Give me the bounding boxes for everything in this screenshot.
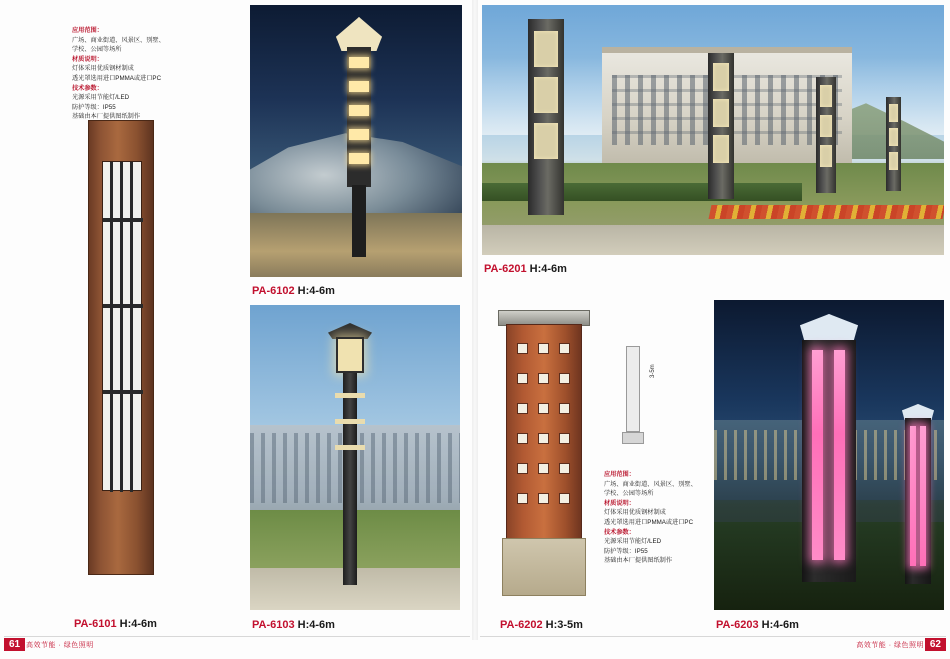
light-window (517, 463, 528, 474)
lit-panel (713, 135, 730, 163)
light-window (559, 373, 570, 384)
lamp-cap (800, 314, 858, 342)
lamp-lantern (336, 337, 364, 373)
light-window (559, 493, 570, 504)
lit-panel (349, 105, 369, 116)
led-strip (920, 426, 926, 566)
caption-pa-6101 (74, 618, 157, 630)
lamp-column-secondary (708, 53, 734, 199)
lamp-head (336, 17, 382, 51)
led-strip (910, 426, 916, 566)
caption-pa-6103 (252, 619, 335, 631)
column-shaft (506, 324, 582, 539)
light-window (517, 373, 528, 384)
spec-line: 学校、公园等场所 (604, 490, 654, 498)
spec-line: 透光罩选用进口PMMA或进口PC (72, 75, 162, 83)
lit-panel (349, 153, 369, 164)
panel-bar (103, 390, 143, 394)
light-window (517, 343, 528, 354)
photo-pa-6103 (250, 305, 460, 610)
spec-line: 广场、商业街道、风景区、别墅、 (72, 36, 165, 44)
light-window (538, 373, 549, 384)
product-height: H:4-6m (761, 619, 799, 631)
lamp-column-tertiary (816, 77, 836, 193)
lit-panel (820, 115, 833, 137)
photo-pa-6201 (482, 5, 944, 255)
page-gutter (472, 0, 478, 640)
light-window (538, 493, 549, 504)
lit-panel (889, 104, 899, 122)
product-height: H:4-6m (529, 263, 567, 275)
caption-pa-6102 (252, 285, 335, 297)
lit-panel (713, 63, 730, 91)
light-window (559, 343, 570, 354)
lamp-pole (343, 373, 357, 585)
drawing-base (622, 432, 644, 444)
caption-pa-6202 (500, 619, 583, 631)
panel-bar (130, 162, 133, 492)
flower-bed (709, 205, 944, 219)
lamp-body (802, 340, 856, 582)
dimension-drawing-pa-6202 (620, 340, 646, 450)
lit-panel (820, 85, 833, 107)
spec-heading-technical: 技术参数： (604, 528, 635, 536)
lit-panel (889, 128, 899, 146)
product-code: PA-6203 (716, 619, 759, 631)
led-strip (834, 350, 845, 560)
lit-panel (534, 31, 557, 67)
spec-line: 基础由本厂提供图纸制作 (72, 113, 141, 121)
spec-line: 防护等级：IP55 (604, 547, 648, 555)
lit-panel (820, 145, 833, 167)
column-base (502, 538, 586, 596)
pole-accent (335, 445, 365, 450)
lit-panel (349, 57, 369, 68)
led-strip (812, 350, 823, 560)
light-window (538, 343, 549, 354)
spec-block-left (72, 26, 222, 122)
lit-panel (534, 77, 557, 113)
panel-bar (103, 304, 143, 308)
lamp-column-primary (528, 19, 564, 215)
light-diffuser-panel (102, 161, 142, 491)
lamp-column-quaternary (886, 97, 901, 191)
spec-line: 基础由本厂提供图纸制作 (604, 557, 673, 565)
photo-pa-6102 (250, 5, 462, 277)
product-code: PA-6201 (484, 263, 527, 275)
light-window (517, 433, 528, 444)
light-window (517, 403, 528, 414)
light-window (538, 403, 549, 414)
spec-heading-material: 材质说明： (604, 499, 635, 507)
lamp-body (905, 418, 931, 584)
spec-line: 透光罩选用进口PMMA或进口PC (604, 519, 694, 527)
lamp-body (347, 47, 371, 187)
product-code: PA-6102 (252, 285, 295, 297)
light-window (559, 403, 570, 414)
lit-panel (534, 123, 557, 159)
spec-line: 灯体采用优质钢材制成 (604, 509, 666, 517)
page-number-right: 62 (925, 638, 946, 651)
pole-accent (335, 393, 365, 398)
footer-rule-right (480, 636, 946, 637)
lamp-pa-6203-secondary (896, 404, 940, 584)
spec-line: 防护等级：IP55 (72, 103, 116, 111)
product-height: H:4-6m (297, 619, 335, 631)
footer-tagline-right: 高效节能 · 绿色照明 (856, 642, 924, 649)
lit-panel (713, 99, 730, 127)
lit-panel (889, 152, 899, 170)
spec-line: 学校、公园等场所 (72, 46, 122, 54)
lamp-pa-6102 (336, 17, 382, 255)
product-height: H:4-6m (119, 618, 157, 630)
pole-accent (335, 419, 365, 424)
product-illustration-pa-6202 (490, 300, 610, 600)
spec-heading-application: 应用范围： (72, 27, 103, 34)
pavement (482, 225, 944, 255)
page-number-left: 61 (4, 638, 25, 651)
caption-pa-6203 (716, 619, 799, 631)
footer-tagline-left: 高效节能 · 绿色照明 (26, 642, 94, 649)
light-window (559, 463, 570, 474)
panel-bar (120, 162, 123, 492)
product-height: H:4-6m (297, 285, 335, 297)
spec-line: 广场、商业街道、风景区、别墅、 (604, 480, 697, 488)
product-code: PA-6101 (74, 618, 117, 630)
drawing-column (626, 346, 640, 432)
light-window (559, 433, 570, 444)
spec-heading-material: 材质说明： (72, 55, 103, 63)
spec-heading-technical: 技术参数： (72, 84, 103, 92)
lamp-pa-6203-primary (786, 314, 872, 582)
pole-body (88, 120, 154, 575)
panel-bar (110, 162, 113, 492)
light-window (538, 433, 549, 444)
product-code: PA-6202 (500, 619, 543, 631)
product-illustration-pa-6101 (60, 120, 190, 600)
photo-pa-6203 (714, 300, 944, 610)
spec-heading-application: 应用范围： (604, 471, 635, 478)
panel-bar (103, 218, 143, 222)
light-window (517, 493, 528, 504)
product-code: PA-6103 (252, 619, 295, 631)
caption-pa-6201 (484, 263, 567, 275)
lit-panel (349, 129, 369, 140)
spec-line: 光源采用节能灯/LED (604, 538, 662, 546)
dimension-label: 3-5m (650, 364, 656, 378)
spec-line: 光源采用节能灯/LED (72, 94, 130, 102)
product-height: H:3-5m (545, 619, 583, 631)
spec-line: 灯体采用优质钢材制成 (72, 65, 134, 73)
lamp-pa-6103 (326, 323, 374, 585)
lit-panel (349, 81, 369, 92)
lamp-pole (352, 185, 366, 257)
footer-rule-left (4, 636, 470, 637)
light-window (538, 463, 549, 474)
